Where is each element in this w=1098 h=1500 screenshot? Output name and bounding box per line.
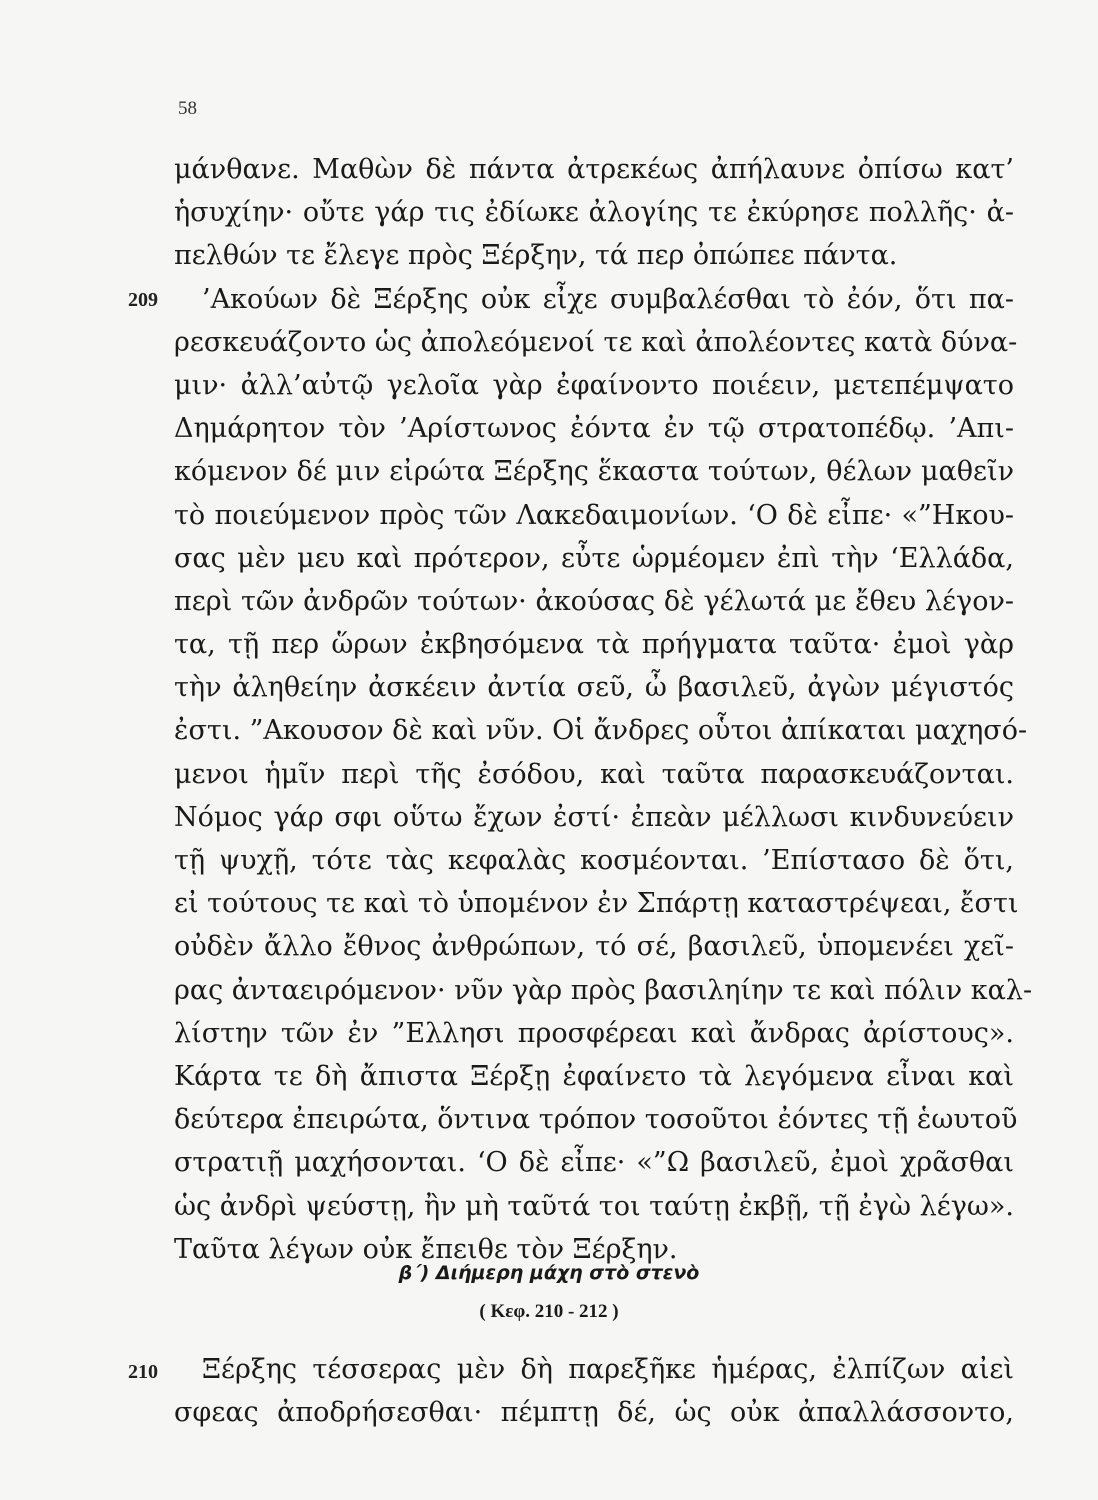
text-line: μενοι ἡμῖν περὶ τῆς ἐσόδου, καὶ ταῦτα παρασκευάζονται.	[174, 758, 1014, 790]
text-line: τὸ ποιεύμενον πρὸς τῶν Λακεδαιμονίων. ‘Ο δὲ εἶπε· «”Ηκου-	[174, 499, 1014, 531]
text-line: Κάρτα τε δὴ ἄπιστα Ξέρξῃ ἐφαίνετο τὰ λεγόμενα εἶναι καὶ	[174, 1060, 1014, 1092]
text-line: Ταῦτα λέγων οὐκ ἔπειθε τὸν Ξέρξην.	[174, 1233, 678, 1265]
text-line: Ξέρξης τέσσερας μὲν δὴ παρεξῆκε ἡμέρας, ἐλπίζων αἰεὶ	[202, 1354, 1014, 1385]
text-line: ρας ἀνταειρόμενον· νῦν γὰρ πρὸς βασιληίην τε καὶ πόλιν καλ-	[174, 974, 1033, 1006]
text-line: εἰ τούτους τε καὶ τὸ ὑπομένον ἐν Σπάρτῃ καταστρέψεαι, ἔστι	[174, 888, 1019, 920]
text-line: τα, τῇ περ ὥρων ἐκβησόμενα τὰ πρήγματα ταῦτα· ἐμοὶ γὰρ	[174, 629, 1014, 661]
chapter-marker-209: 209	[128, 289, 158, 311]
text-line: δεύτερα ἐπειρώτα, ὅντινα τρόπον τοσοῦτοι ἐόντες τῇ ἑωυτοῦ	[174, 1104, 1018, 1136]
text-line: σφεας ἀποδρήσεσθαι· πέμπτῃ δέ, ὡς οὐκ ἀπαλλάσσοντο,	[174, 1397, 1014, 1429]
text-line: οὐδὲν ἄλλο ἔθνος ἀνθρώπων, τό σέ, βασιλεῦ, ὑπομενέει χεῖ-	[174, 931, 1014, 963]
text-block-chapter-209	[174, 278, 1033, 1271]
text-line: ἡσυχίην· οὔτε γάρ τις ἐδίωκε ἀλογίης τε ἐκύρησε πολλῆς· ἀ-	[174, 197, 1014, 229]
text-block-intro	[174, 148, 1014, 278]
text-line: Δημάρητον τὸν ’Αρίστωνος ἐόντα ἐν τῷ στρατοπέδῳ. ’Απι-	[174, 413, 1014, 445]
text-line: ἐστι. ”Ακουσον δὲ καὶ νῦν. Οἱ ἄνδρες οὗτοι ἀπίκαται μαχησό-	[174, 715, 1028, 747]
text-line: περὶ τῶν ἀνδρῶν τούτων· ἀκούσας δὲ γέλωτά με ἔθευ λέγον-	[174, 585, 1014, 617]
section-heading: β΄) Διήμερη μάχη στὸ στενὸ	[398, 1262, 700, 1284]
text-line: μιν· ἀλλ’αὐτῷ γελοῖα γὰρ ἐφαίνοντο ποιέειν, μετεπέμψατο	[174, 369, 1014, 401]
text-line: σας μὲν μευ καὶ πρότερον, εὖτε ὡρμέομεν ἐπὶ τὴν ‘Ελλάδα,	[174, 542, 1014, 574]
page-number: 58	[178, 98, 197, 119]
text-line: ὡς ἀνδρὶ ψεύστῃ, ἢν μὴ ταῦτά τοι ταύτῃ ἐκβῇ, τῇ ἐγὼ λέγω».	[174, 1190, 1014, 1222]
section-chapter-range: ( Κεφ. 210 - 212 )	[479, 1301, 619, 1322]
text-line: στρατιῇ μαχήσονται. ‘Ο δὲ εἶπε· «”Ω βασιλεῦ, ἐμοὶ χρᾶσθαι	[174, 1147, 1014, 1179]
text-line: λίστην τῶν ἐν ”Ελλησι προσφέρεαι καὶ ἄνδρας ἀρίστους».	[174, 1017, 1014, 1049]
text-line: ρεσκευάζοντο ὡς ἀπολεόμενοί τε καὶ ἀπολέοντες κατὰ δύνα-	[174, 326, 1018, 358]
text-line: μάνθανε. Μαθὼν δὲ πάντα ἀτρεκέως ἀπήλαυνε ὀπίσω κατ’	[174, 154, 1014, 185]
text-line: τὴν ἀληθείην ἀσκέειν ἀντία σεῦ, ὦ βασιλεῦ, ἀγὼν μέγιστός	[174, 672, 1014, 704]
text-line: κόμενον δέ μιν εἰρώτα Ξέρξης ἕκαστα τούτων, θέλων μαθεῖν	[174, 456, 1014, 488]
text-block-chapter-210	[174, 1348, 1014, 1434]
text-line: ’Ακούων δὲ Ξέρξης οὐκ εἶχε συμβαλέσθαι τὸ ἐόν, ὅτι πα-	[202, 283, 1014, 315]
text-line: τῇ ψυχῇ, τότε τὰς κεφαλὰς κοσμέονται. ’Επίστασο δὲ ὅτι,	[174, 845, 1014, 877]
text-line: Νόμος γάρ σφι οὕτω ἔχων ἐστί· ἐπεὰν μέλλωσι κινδυνεύειν	[174, 801, 1014, 833]
chapter-marker-210: 210	[128, 1361, 158, 1383]
text-line: πελθών τε ἔλεγε πρὸς Ξέρξην, τά περ ὀπώπεε πάντα.	[174, 240, 898, 272]
